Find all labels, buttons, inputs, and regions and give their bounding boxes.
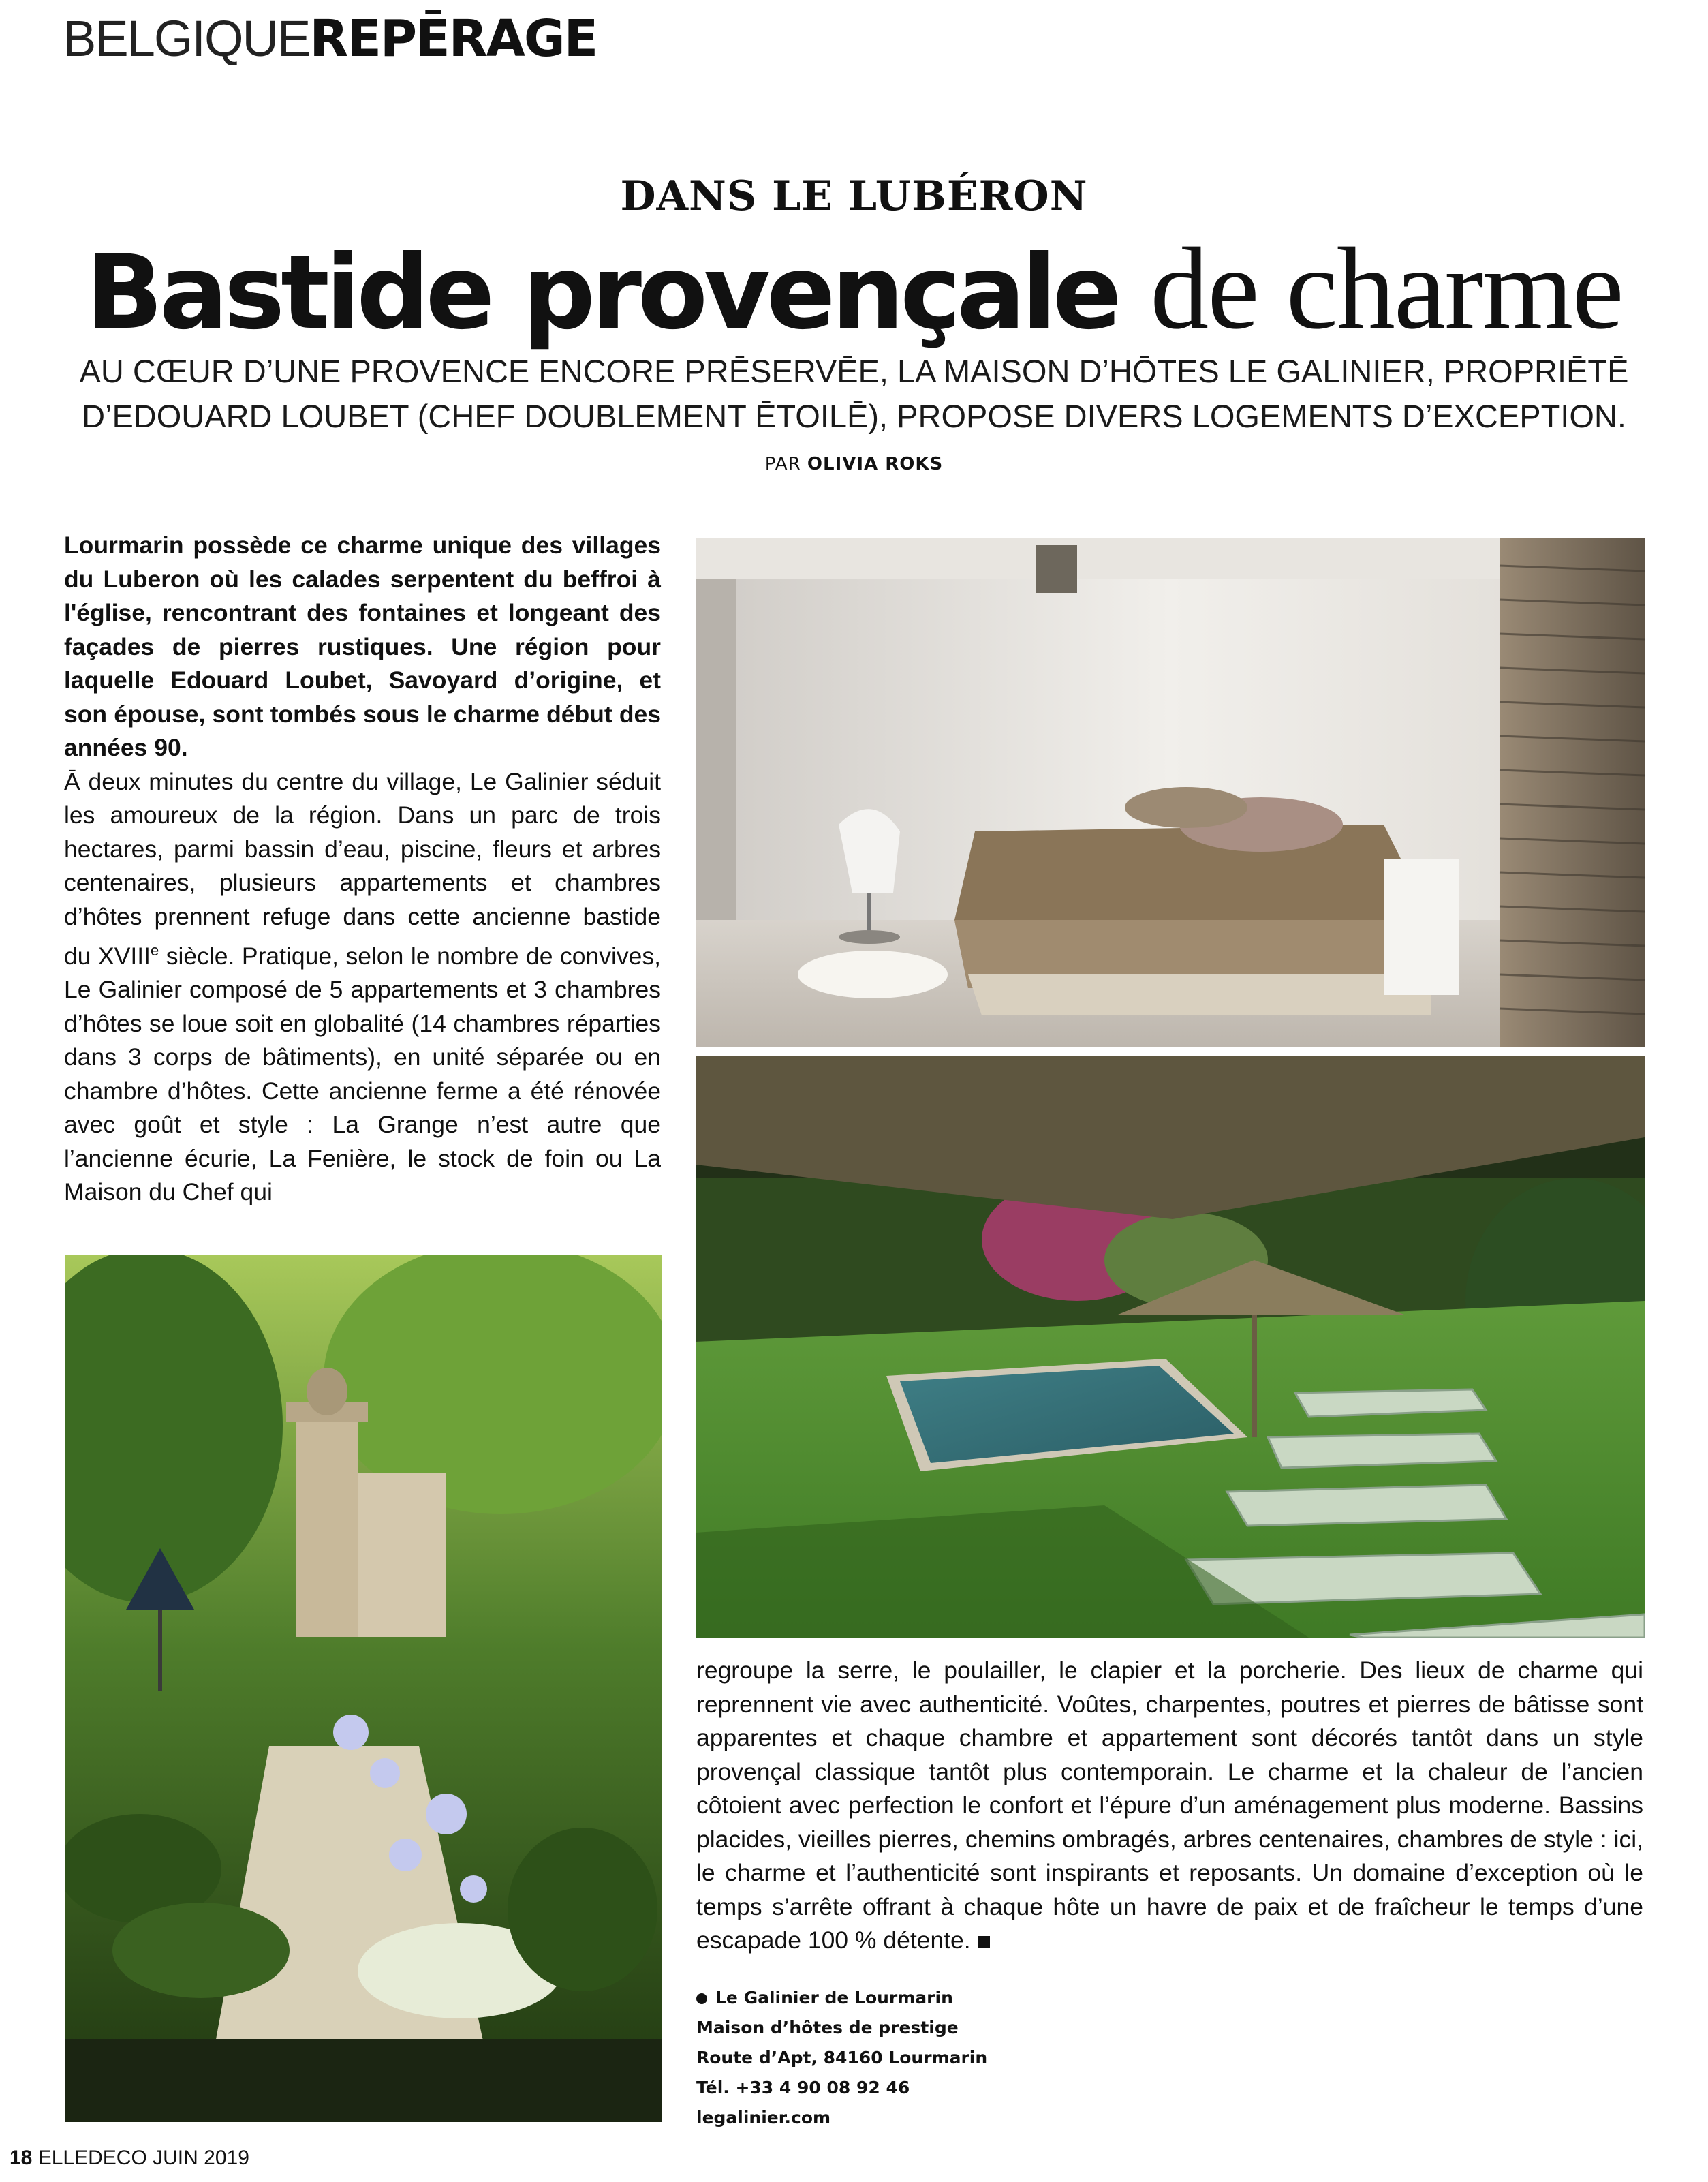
body-right-text: regroupe la serre, le poulailler, le clapier et la porcherie. Des lieux de charme qui reprennent vie avec authenticité. Voûtes, charpentes, poutres et pierres de bâtisse sont apparentes et chaque chambre et appartement sont décorés tantôt dans un style provençal classique tantôt plus contemporain. Le charme et la chaleur de l’ancien côtoient avec perfection le confort et l’épure d’un aménagement plus moderne. Bassins placides, vieilles pierres, chemins ombragés, arbres centenaires, chambres de style : ici, le charme et l’authenticité sont inspirants et reposants. Un domaine d’exception où le temps s’arrête offrant à chaque hôte un havre de paix et de fraîcheur le temps d’une escapade 100 % détente. — [696, 1657, 1643, 1954]
address-name: Le Galinier de Lourmarin — [715, 1988, 953, 2008]
bullet-icon — [696, 1993, 707, 2004]
byline — [0, 454, 1708, 474]
address-website: legalinier.com — [696, 2108, 831, 2127]
magazine-name: ELLEDECO — [37, 2147, 147, 2169]
body-paragraph-left — [64, 765, 661, 1210]
article-title — [0, 224, 1708, 354]
body-left-column — [64, 529, 661, 1210]
address-line-3: Route d’Apt, 84160 Lourmarin — [696, 2048, 988, 2068]
section-country: BELGIQUE — [63, 10, 310, 67]
page-folio — [10, 2147, 249, 2170]
issue-date: JUIN 2019 — [153, 2147, 249, 2169]
page-number: 18 — [10, 2147, 33, 2169]
garden-photo — [65, 1255, 662, 2122]
bedroom-photo — [696, 538, 1645, 1047]
address-phone: Tél. +33 4 90 08 92 46 — [696, 2078, 910, 2098]
standfirst-line-1: AU CŒUR D’UNE PROVENCE ENCORE PRĒSERVĒE, LA MAISON D’HŌTES LE GALINIER, PROPRIĒTĒ — [79, 353, 1629, 389]
section-tag — [63, 10, 597, 68]
address-name-line — [696, 1983, 987, 2013]
title-serif-part: de charme — [1150, 224, 1623, 354]
title-bold-part: Bastide provençale — [85, 234, 1118, 352]
century-superscript: e — [150, 942, 159, 959]
lead-paragraph: Lourmarin possède ce charme unique des villages du Luberon où les calades serpentent du beffroi à l'église, rencontrant des fontaines et longeant des façades de pierres rustiques. Une région pour laquelle Edouard Loubet, Savoyard d’origine, et son épouse, sont tombés sous le charme début des années 90. — [64, 532, 661, 761]
standfirst-line-2: D’EDOUARD LOUBET (CHEF DOUBLEMENT ĒTOILĒ), PROPOSE DIVERS LOGEMENTS D’EXCEPTION. — [82, 398, 1626, 434]
byline-prefix: PAR — [764, 454, 801, 474]
article-kicker: DANS LE LUBÉRON — [620, 172, 1088, 220]
body-right-column — [696, 1654, 1643, 1958]
address-line-2: Maison d’hôtes de prestige — [696, 2018, 959, 2038]
body-left-part-2: siècle. Pratique, selon le nombre de convives, Le Galinier composé de 5 appartements et 3 chambres d’hôtes se loue soit en globalité (14 chambres réparties dans 3 corps de bâtiments), en unité séparée ou en chambre d’hôtes. Cette ancienne ferme a été rénovée avec goût et style : La Grange n’est autre que l’ancienne écurie, La Fenière, le stock de foin ou La Maison du Chef qui — [64, 942, 661, 1206]
pool-photo — [696, 1056, 1645, 1638]
standfirst — [41, 349, 1667, 439]
body-paragraph-right — [696, 1654, 1643, 1958]
byline-author: OLIVIA ROKS — [807, 454, 944, 474]
address-block — [696, 1983, 987, 2133]
section-name: REPĒRAGE — [309, 10, 597, 68]
body-left-part-1: Ā deux minutes du centre du village, Le Galinier séduit les amoureux de la région. Dans un parc de trois hectares, parmi bassin d’eau, piscine, fleurs et arbres centenaires, plusieurs appartements et chambres d’hôtes prennent refuge dans cette ancienne bastide du XVIII — [64, 767, 661, 970]
end-of-article-square — [978, 1936, 990, 1948]
